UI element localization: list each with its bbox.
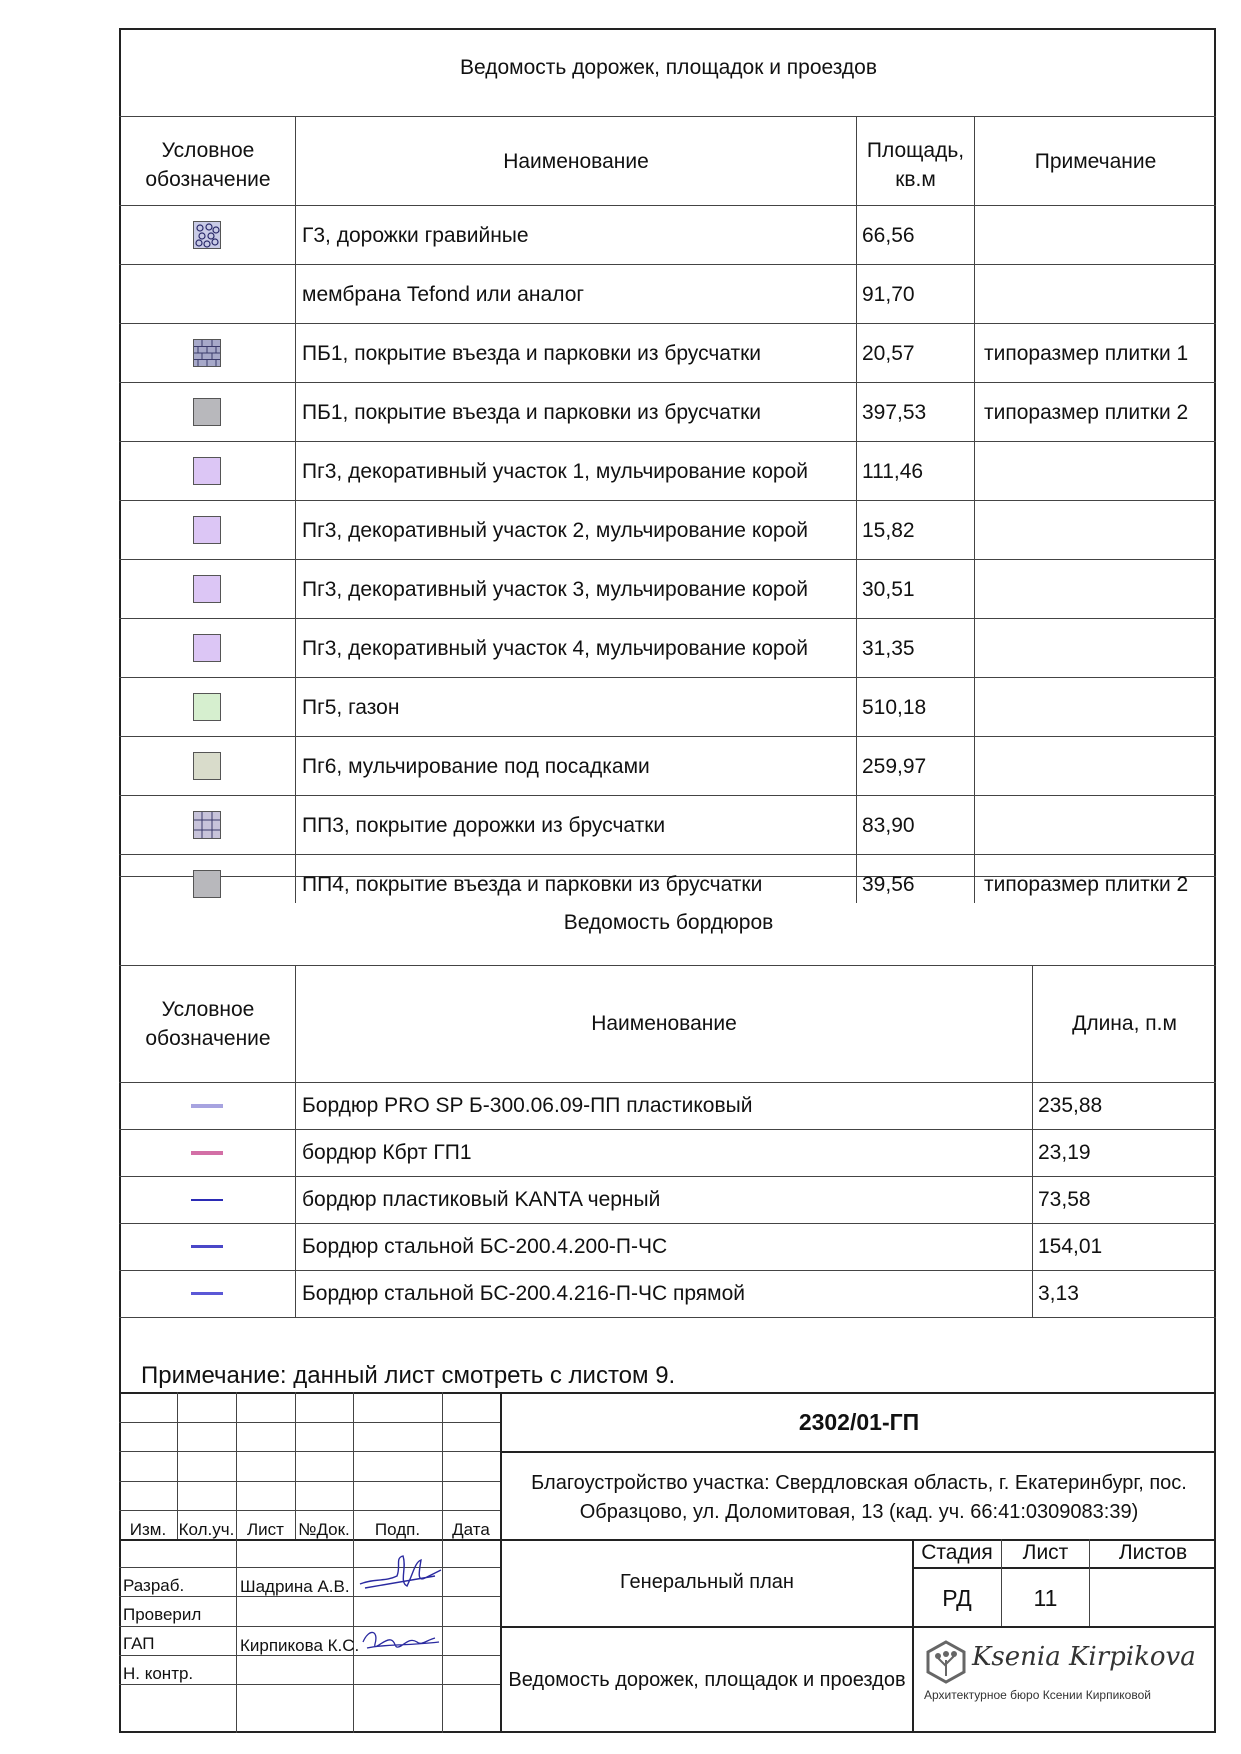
stage-label: Стадия (921, 1541, 993, 1564)
logo-subtext: Архитектурное бюро Ксении Кирпиковой (924, 1688, 1151, 1702)
sheet-note: Примечание: данный лист смотреть с листом 9. (141, 1362, 676, 1389)
row-note: типоразмер плитки 1 (984, 342, 1189, 365)
paths-table-title: Ведомость дорожек, площадок и проездов (459, 56, 878, 79)
col-podp: Подп. (374, 1520, 421, 1539)
tree-logo-icon (924, 1640, 968, 1684)
row-name: Пг5, газон (302, 696, 400, 719)
row-area: 15,82 (862, 519, 915, 542)
stage-value: РД (942, 1585, 972, 1611)
borders-table-title: Ведомость бордюров (563, 911, 774, 934)
row-area: 111,46 (862, 460, 924, 483)
border-row-name: Бордюр PRO SP Б-300.06.09-ПП пластиковый (302, 1094, 753, 1117)
green-swatch-icon (193, 693, 221, 721)
header-area: Площадь, кв.м (866, 139, 965, 191)
row-area: 31,35 (862, 637, 915, 660)
row-name: мембрана Tefond или аналог (302, 283, 585, 306)
col-izm: Изм. (129, 1520, 167, 1539)
header-symbol: Условное обозначение (145, 998, 271, 1050)
role-gap: ГАП (123, 1634, 155, 1653)
developer-name: Шадрина А.В. (240, 1577, 350, 1596)
role-checked: Проверил (123, 1605, 202, 1624)
border-row-length: 3,13 (1038, 1282, 1079, 1305)
col-date: Дата (452, 1520, 490, 1539)
role-norm-control: Н. контр. (123, 1664, 194, 1683)
border-row-name: Бордюр стальной БС-200.4.200-П-ЧС (302, 1235, 668, 1258)
gray-swatch-icon (193, 870, 221, 898)
border-line-icon (191, 1245, 223, 1248)
row-area: 66,56 (862, 224, 915, 247)
project-title-line2: Образцово, ул. Доломитовая, 13 (кад. уч. 66:41:0309083:39) (579, 1501, 1139, 1523)
row-note: типоразмер плитки 2 (984, 873, 1189, 896)
border-row-name: Бордюр стальной БС-200.4.216-П-ЧС прямой (302, 1282, 746, 1305)
project-title-line1: Благоустройство участка: Свердловская область, г. Екатеринбург, пос. (531, 1472, 1187, 1494)
lilac-swatch-icon (193, 634, 221, 662)
header-name: Наименование (503, 150, 649, 173)
row-area: 83,90 (862, 814, 915, 837)
border-row-length: 235,88 (1038, 1094, 1103, 1117)
row-name: ПБ1, покрытие въезда и парковки из брусчатки (302, 342, 762, 365)
developer-signature-icon (355, 1548, 443, 1598)
col-kolvo: Кол.уч. (178, 1520, 235, 1539)
sheet-label: Лист (1022, 1541, 1069, 1564)
row-area: 30,51 (862, 578, 915, 601)
border-line-icon (191, 1151, 223, 1155)
row-area: 259,97 (862, 755, 927, 778)
border-line-icon (191, 1292, 223, 1295)
row-area: 39,56 (862, 873, 915, 896)
beige-swatch-icon (193, 752, 221, 780)
row-area: 510,18 (862, 696, 927, 719)
border-line-icon (191, 1199, 223, 1201)
header-length: Длина, п.м (1072, 1012, 1177, 1035)
logo-text: Ksenia Kirpikova (972, 1642, 1196, 1672)
document-code: 2302/01-ГП (798, 1409, 920, 1435)
border-row-name: бордюр Кбрт ГП1 (302, 1141, 472, 1164)
row-name: Пг3, декоративный участок 4, мульчирование корой (302, 637, 809, 660)
lilac-swatch-icon (193, 516, 221, 544)
gap-name: Кирпикова К.С. (240, 1636, 360, 1655)
sheet-title: Ведомость дорожек, площадок и проездов (508, 1669, 906, 1691)
role-developer: Разраб. (123, 1576, 185, 1595)
sheets-label: Листов (1118, 1541, 1188, 1564)
drawing-title: Генеральный план (620, 1571, 794, 1593)
row-name: Пг3, декоративный участок 2, мульчирование корой (302, 519, 809, 542)
lilac-swatch-icon (193, 457, 221, 485)
row-name: Пг3, декоративный участок 1, мульчирование корой (302, 460, 809, 483)
row-name: ПП3, покрытие дорожки из брусчатки (302, 814, 666, 837)
col-doc: №Док. (298, 1520, 350, 1539)
brick-swatch-icon (193, 339, 221, 367)
row-name: Г3, дорожки гравийные (302, 224, 529, 247)
header-note: Примечание (1034, 150, 1157, 173)
row-name: ПП4, покрытие въезда и парковки из брусчатки (302, 873, 763, 896)
lilac-swatch-icon (193, 575, 221, 603)
grid-swatch-icon (193, 811, 221, 839)
col-list: Лист (247, 1520, 284, 1539)
gray-swatch-icon (193, 398, 221, 426)
gravel-swatch-icon (193, 221, 221, 249)
header-symbol: Условное обозначение (145, 139, 271, 191)
border-row-length: 154,01 (1038, 1235, 1103, 1258)
border-row-length: 23,19 (1038, 1141, 1091, 1164)
border-row-name: бордюр пластиковый KANTA черный (302, 1188, 661, 1211)
sheet-value: 11 (1033, 1585, 1058, 1611)
row-area: 397,53 (862, 401, 927, 424)
gap-signature-icon (355, 1620, 443, 1660)
header-name: Наименование (591, 1012, 737, 1035)
row-name: Пг3, декоративный участок 3, мульчирование корой (302, 578, 809, 601)
row-area: 20,57 (862, 342, 915, 365)
border-line-icon (191, 1104, 223, 1108)
row-name: ПБ1, покрытие въезда и парковки из брусчатки (302, 401, 762, 424)
row-area: 91,70 (862, 283, 915, 306)
row-name: Пг6, мульчирование под посадками (302, 755, 650, 778)
border-row-length: 73,58 (1038, 1188, 1091, 1211)
row-note: типоразмер плитки 2 (984, 401, 1189, 424)
